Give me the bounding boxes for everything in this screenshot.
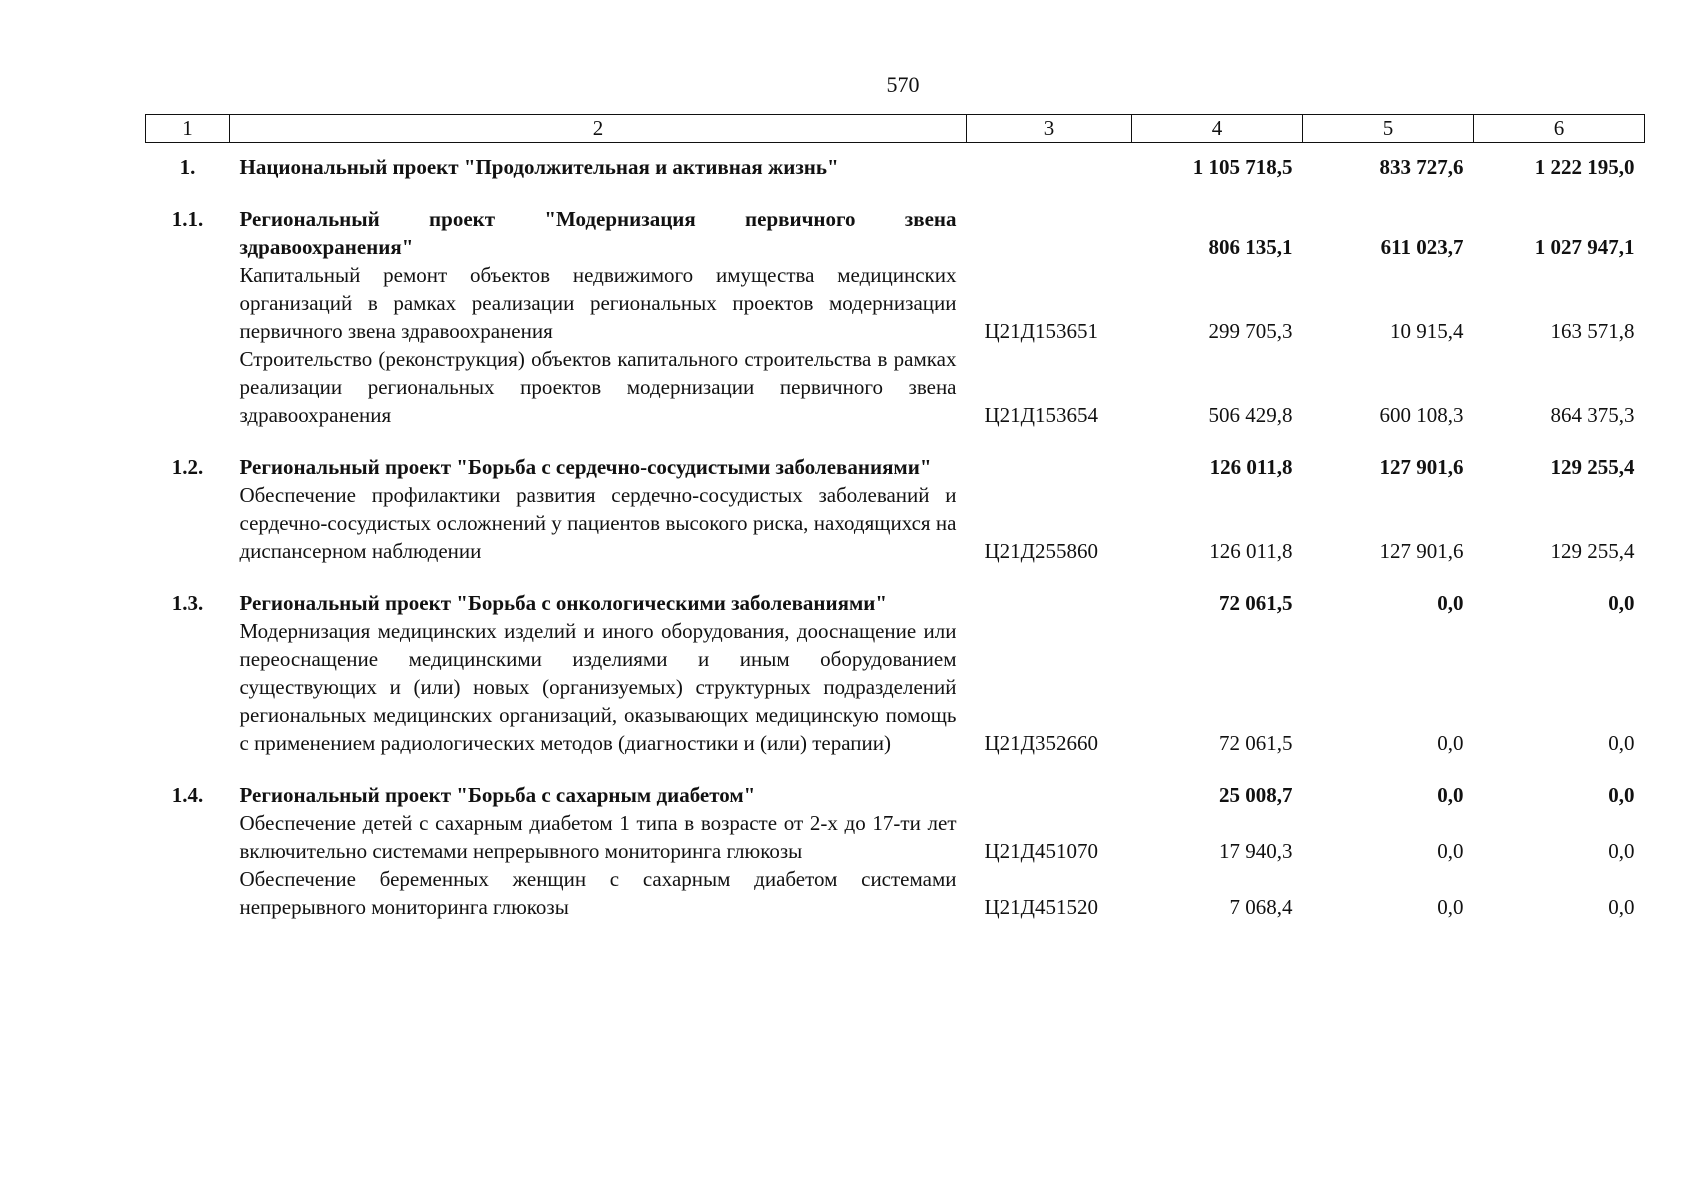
row-name: Обеспечение детей с сахарным диабетом 1 типа в возрасте от 2-х до 17-ти лет включительно системами непрерывного мониторинга глюкозы [239,811,957,863]
row-code: Ц21Д352660 [984,731,1098,755]
row-value-col6: 129 255,4 [1550,539,1635,563]
row-value-col5: 127 901,6 [1379,539,1464,563]
row-number [146,617,230,757]
activity-row [146,865,1645,921]
row-value-col5: 600 108,3 [1379,403,1464,427]
activity-row [146,345,1645,429]
row-number: 1.4. [171,783,204,807]
row-value-col5: 833 727,6 [1379,155,1464,179]
column-header: 2 [230,115,967,143]
row-name: Региональный проект "Борьба с сахарным диабетом" [239,783,756,807]
row-name: Региональный проект "Борьба с онкологическими заболеваниями" [239,591,888,615]
budget-table [145,114,1645,921]
column-header: 3 [967,115,1132,143]
row-number: 1.3. [171,591,204,615]
row-value-col4: 17 940,3 [1219,839,1293,863]
header-row [146,115,1645,143]
row-number: 1.2. [171,455,204,479]
row-number [146,481,230,565]
row-value-col6: 864 375,3 [1550,403,1635,427]
row-number: 1. [179,155,196,179]
row-value-col6: 163 571,8 [1550,319,1635,343]
row-value-col5: 0,0 [1437,783,1464,807]
row-value-col5: 0,0 [1437,591,1464,615]
row-name: Обеспечение беременных женщин с сахарным диабетом системами непрерывного мониторинга глюкозы [239,867,957,919]
row-value-col6: 0,0 [1608,783,1635,807]
row-value-col6: 0,0 [1608,731,1635,755]
row-number: 1.1. [171,207,204,231]
row-name: Обеспечение профилактики развития сердечно-сосудистых заболеваний и сердечно-сосудистых осложнений у пациентов высокого риска, находящихся на диспансерном наблюдении [239,483,957,563]
regional-project-row [146,589,1645,617]
row-value-col6: 1 222 195,0 [1534,155,1635,179]
row-name: Капитальный ремонт объектов недвижимого имущества медицинских организаций в рамках реализации региональных проектов модернизации первичного звена здравоохранения [239,263,957,343]
row-value-col4: 72 061,5 [1219,591,1293,615]
row-code: Ц21Д153654 [984,403,1098,427]
row-code: Ц21Д255860 [984,539,1098,563]
row-value-col4: 806 135,1 [1208,235,1293,259]
row-value-col5: 10 915,4 [1390,319,1464,343]
row-number [146,261,230,345]
row-name: Региональный проект "Борьба с сердечно-сосудистыми заболеваниями" [239,455,932,479]
row-code: Ц21Д153651 [984,319,1098,343]
row-name: Строительство (реконструкция) объектов капитального строительства в рамках реализации региональных проектов модернизации первичного звена здравоохранения [239,347,957,427]
row-number [146,345,230,429]
row-value-col5: 0,0 [1437,839,1464,863]
column-header: 6 [1474,115,1645,143]
row-value-col4: 126 011,8 [1209,539,1293,563]
row-number [146,809,230,865]
row-code [967,205,1132,261]
row-code [967,589,1132,617]
row-value-col4: 126 011,8 [1209,455,1293,479]
activity-row [146,809,1645,865]
row-name: Региональный проект "Модернизация первичного звена здравоохранения" [239,207,957,259]
regional-project-row [146,453,1645,481]
row-value-col4: 7 068,4 [1229,895,1293,919]
row-value-col6: 0,0 [1608,839,1635,863]
row-code: Ц21Д451520 [984,895,1098,919]
column-header: 5 [1303,115,1474,143]
row-value-col6: 1 027 947,1 [1534,235,1635,259]
row-code: Ц21Д451070 [984,839,1098,863]
row-value-col4: 299 705,3 [1208,319,1293,343]
row-value-col6: 129 255,4 [1550,455,1635,479]
row-value-col4: 72 061,5 [1219,731,1293,755]
row-value-col6: 0,0 [1608,895,1635,919]
national-project-row [146,153,1645,181]
row-value-col5: 127 901,6 [1379,455,1464,479]
row-value-col6: 0,0 [1608,591,1635,615]
row-value-col4: 25 008,7 [1219,783,1293,807]
row-code [967,453,1132,481]
row-value-col4: 506 429,8 [1208,403,1293,427]
row-name: Национальный проект "Продолжительная и активная жизнь" [239,155,839,179]
regional-project-row [146,205,1645,261]
column-header: 4 [1132,115,1303,143]
row-value-col5: 611 023,7 [1380,235,1464,259]
row-value-col5: 0,0 [1437,731,1464,755]
activity-row [146,481,1645,565]
activity-row [146,617,1645,757]
row-number [146,865,230,921]
column-header: 1 [146,115,230,143]
row-value-col5: 0,0 [1437,895,1464,919]
row-value-col4: 1 105 718,5 [1192,155,1293,179]
activity-row [146,261,1645,345]
regional-project-row [146,781,1645,809]
row-code [967,781,1132,809]
row-name: Модернизация медицинских изделий и иного оборудования, дооснащение или переоснащение медицинскими изделиями и иным оборудованием существующих и (или) новых (организуемых) структурных подразделений региональных медицинских организаций, оказывающих медицинскую помощь с применением радиологических методов (диагностики и (или) терапии) [239,619,957,755]
page-number: 570 [886,72,920,97]
row-code [967,153,1132,181]
